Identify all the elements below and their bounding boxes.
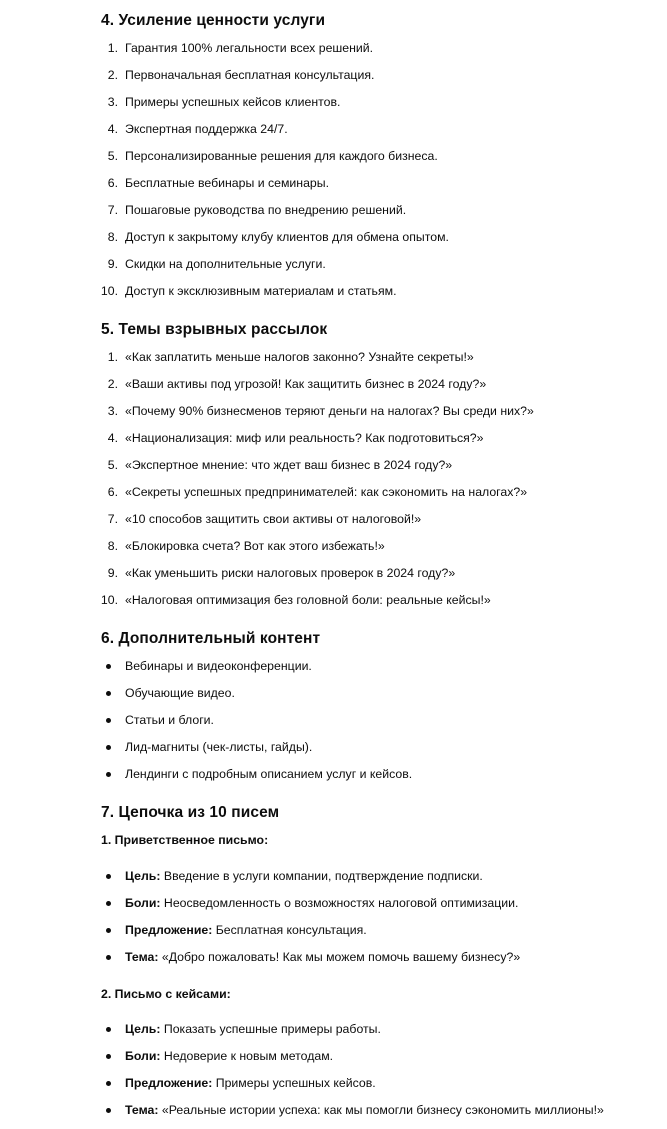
list-item: 7. «10 способов защитить свои активы от налоговой!» (107, 512, 422, 526)
list-item: 6. «Секреты успешных предпринимателей: как сэкономить на налогах?» (107, 485, 528, 499)
list-item: 3. Примеры успешных кейсов клиентов. (107, 95, 341, 109)
list-item: 9. «Как уменьшить риски налоговых проверок в 2024 году?» (107, 566, 456, 580)
letter-1-list (0, 868, 667, 976)
list-item: Тема: «Реальные истории успеха: как мы помогли бизнесу сэкономить миллионы!» (0, 1102, 667, 1129)
letter-2-title: 2. Письмо с кейсами: (101, 987, 231, 1001)
section-6-list (0, 658, 667, 793)
list-item: Статьи и блоги. (0, 712, 667, 739)
list-item: Лендинги с подробным описанием услуг и кейсов. (0, 766, 667, 793)
list-item: Лид-магниты (чек-листы, гайды). (0, 739, 667, 766)
letter-2-list (0, 1021, 667, 1129)
section-4-list (0, 40, 667, 310)
bullet-icon (106, 955, 111, 960)
list-item: 7. Пошаговые руководства по внедрению решений. (107, 203, 407, 217)
bullet-icon (106, 874, 111, 879)
list-item: 2. «Ваши активы под угрозой! Как защитить бизнес в 2024 году?» (107, 377, 487, 391)
list-item: Боли: Недоверие к новым методам. (0, 1048, 667, 1075)
bullet-icon (106, 901, 111, 906)
bullet-icon (106, 772, 111, 777)
list-item: 1. Гарантия 100% легальности всех решений. (107, 41, 374, 55)
bullet-icon (106, 1027, 111, 1032)
bullet-icon (106, 1108, 111, 1113)
list-item: 10. «Налоговая оптимизация без головной боли: реальные кейсы!» (100, 593, 491, 607)
list-item: Цель: Введение в услуги компании, подтверждение подписки. (0, 868, 667, 895)
list-item: 10. Доступ к эксклюзивным материалам и статьям. (100, 284, 397, 298)
list-item: Цель: Показать успешные примеры работы. (0, 1021, 667, 1048)
list-item: Боли: Неосведомленность о возможностях налоговой оптимизации. (0, 895, 667, 922)
list-item: 3. «Почему 90% бизнесменов теряют деньги на налогах? Вы среди них?» (107, 404, 534, 418)
list-item: 4. «Национализация: миф или реальность? Как подготовиться?» (107, 431, 484, 445)
section-6-heading: 6. Дополнительный контент (101, 630, 321, 647)
list-item: 6. Бесплатные вебинары и семинары. (107, 176, 330, 190)
list-item: Предложение: Бесплатная консультация. (0, 922, 667, 949)
list-item: 5. Персонализированные решения для каждого бизнеса. (107, 149, 438, 163)
bullet-icon (106, 1054, 111, 1059)
section-5-heading: 5. Темы взрывных рассылок (101, 321, 328, 338)
list-item: 8. «Блокировка счета? Вот как этого избежать!» (107, 539, 385, 553)
bullet-icon (106, 745, 111, 750)
list-item: Вебинары и видеоконференции. (0, 658, 667, 685)
section-5-list (0, 349, 667, 619)
bullet-icon (106, 1081, 111, 1086)
list-item: 8. Доступ к закрытому клубу клиентов для обмена опытом. (107, 230, 449, 244)
bullet-icon (106, 928, 111, 933)
bullet-icon (106, 718, 111, 723)
section-7-heading: 7. Цепочка из 10 писем (101, 804, 280, 821)
list-item: 2. Первоначальная бесплатная консультация. (107, 68, 375, 82)
list-item: 1. «Как заплатить меньше налогов законно? Узнайте секреты!» (107, 350, 474, 364)
list-item: Обучающие видео. (0, 685, 667, 712)
bullet-icon (106, 664, 111, 669)
letter-1-title: 1. Приветственное письмо: (101, 833, 269, 847)
list-item: 9. Скидки на дополнительные услуги. (107, 257, 326, 271)
bullet-icon (106, 691, 111, 696)
list-item: 5. «Экспертное мнение: что ждет ваш бизнес в 2024 году?» (107, 458, 453, 472)
list-item: 4. Экспертная поддержка 24/7. (107, 122, 288, 136)
list-item: Тема: «Добро пожаловать! Как мы можем помочь вашему бизнесу?» (0, 949, 667, 976)
section-4-heading: 4. Усиление ценности услуги (101, 12, 326, 29)
list-item: Предложение: Примеры успешных кейсов. (0, 1075, 667, 1102)
